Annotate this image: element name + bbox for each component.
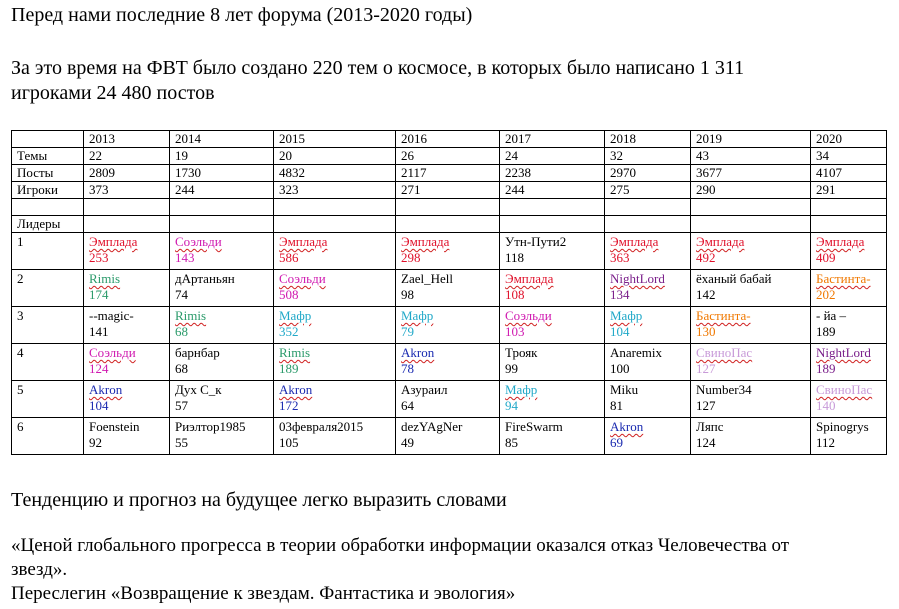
- leader-count: 104: [610, 324, 630, 339]
- year-header-cell: 2019: [691, 131, 811, 148]
- leader-count: 69: [610, 435, 623, 450]
- stats-row: [12, 148, 887, 165]
- stats-row-label: Посты: [12, 165, 84, 182]
- stats-value-cell: 26: [396, 148, 500, 165]
- leader-name: Эмплада: [401, 234, 450, 249]
- leader-name: Rimis: [175, 308, 207, 323]
- stats-value-cell: 32: [605, 148, 691, 165]
- leader-name: Трояк: [505, 345, 538, 360]
- leader-count: 92: [89, 435, 102, 450]
- leader-cell: [500, 270, 605, 307]
- leader-count: 108: [505, 287, 525, 302]
- leader-cell: [691, 381, 811, 418]
- empty-cell: [691, 199, 811, 216]
- leader-count: 253: [89, 250, 109, 265]
- stats-value-cell: 290: [691, 182, 811, 199]
- stats-value-cell: 1730: [170, 165, 274, 182]
- leader-name: Anaremix: [610, 345, 662, 360]
- leader-rank: 5: [12, 381, 84, 418]
- leader-name: ёханый бабай: [696, 271, 772, 286]
- leader-count: 124: [89, 361, 109, 376]
- leader-cell: [691, 233, 811, 270]
- leader-rank: 6: [12, 418, 84, 455]
- leader-name: барнбар: [175, 345, 220, 360]
- leader-count: 68: [175, 324, 188, 339]
- leader-count: 172: [279, 398, 299, 413]
- leader-cell: [170, 418, 274, 455]
- empty-cell: [170, 199, 274, 216]
- leader-count: 85: [505, 435, 518, 450]
- year-header-cell: 2020: [811, 131, 887, 148]
- leader-cell: [605, 307, 691, 344]
- year-header-cell: 2014: [170, 131, 274, 148]
- leader-name: Дух С_к: [175, 382, 222, 397]
- leader-cell: [500, 381, 605, 418]
- leader-name: дАртаньян: [175, 271, 235, 286]
- leader-count: 363: [610, 250, 630, 265]
- leader-cell: [691, 307, 811, 344]
- leader-name: NightLord: [610, 271, 665, 286]
- leader-rank: 2: [12, 270, 84, 307]
- leader-count: 112: [816, 435, 836, 450]
- leader-rank: 3: [12, 307, 84, 344]
- stats-row: [12, 165, 887, 182]
- stats-value-cell: 34: [811, 148, 887, 165]
- leader-name: Akron: [610, 419, 644, 434]
- leader-cell: [500, 233, 605, 270]
- leader-count: 492: [696, 250, 716, 265]
- leader-name: Соэльди: [89, 345, 136, 360]
- leader-cell: [811, 270, 887, 307]
- leader-count: 57: [175, 398, 188, 413]
- table-header-row: [12, 131, 887, 148]
- leader-count: 586: [279, 250, 299, 265]
- leader-cell: [605, 381, 691, 418]
- leader-count: 81: [610, 398, 623, 413]
- year-header-cell: 2015: [274, 131, 396, 148]
- leader-cell: [274, 233, 396, 270]
- leader-cell: [811, 307, 887, 344]
- leader-cell: [84, 233, 170, 270]
- intro-line-2: игроками 24 480 постов: [11, 82, 215, 104]
- leader-name: Эмплада: [816, 234, 865, 249]
- empty-cell: [396, 199, 500, 216]
- leader-name: Ляпс: [696, 419, 724, 434]
- leader-name: FireSwarm: [505, 419, 563, 434]
- leader-count: 49: [401, 435, 414, 450]
- stats-value-cell: 3677: [691, 165, 811, 182]
- leader-name: СвиноПас: [696, 345, 753, 360]
- leader-count: 124: [696, 435, 716, 450]
- leader-cell: [84, 418, 170, 455]
- empty-cell: [500, 216, 605, 233]
- empty-cell: [84, 199, 170, 216]
- leader-name: Эмплада: [89, 234, 138, 249]
- leader-cell: [170, 270, 274, 307]
- table-corner-cell: [12, 131, 84, 148]
- leader-cell: [170, 307, 274, 344]
- leader-count: 142: [696, 287, 716, 302]
- leader-count: 105: [279, 435, 299, 450]
- quote-line-1: «Ценой глобального прогресса в теории обработки информации оказался отказ Человечества от: [11, 535, 790, 556]
- stats-value-cell: 24: [500, 148, 605, 165]
- leader-name: Соэльди: [279, 271, 326, 286]
- leader-name: Miku: [610, 382, 639, 397]
- leader-cell: [170, 381, 274, 418]
- forum-stats-table: [11, 130, 887, 455]
- leader-count: 68: [175, 361, 188, 376]
- stats-value-cell: 275: [605, 182, 691, 199]
- leader-cell: [396, 381, 500, 418]
- stats-value-cell: 22: [84, 148, 170, 165]
- leader-name: Эмплада: [696, 234, 745, 249]
- leader-row: [12, 344, 887, 381]
- leader-cell: [691, 418, 811, 455]
- stats-value-cell: 2117: [396, 165, 500, 182]
- leader-count: 140: [816, 398, 836, 413]
- leader-cell: [170, 233, 274, 270]
- leader-name: Эмплада: [610, 234, 659, 249]
- leader-name: Мафр: [505, 382, 538, 397]
- leader-count: 143: [175, 250, 195, 265]
- leader-cell: [605, 344, 691, 381]
- leader-cell: [84, 381, 170, 418]
- leader-name: Утн-Пути2: [505, 234, 567, 249]
- leader-cell: [500, 307, 605, 344]
- leader-name: Spinogrys: [816, 419, 869, 434]
- stats-value-cell: 2809: [84, 165, 170, 182]
- leader-count: 100: [610, 361, 630, 376]
- empty-cell: [170, 216, 274, 233]
- leader-cell: [811, 418, 887, 455]
- leader-name: Number34: [696, 382, 752, 397]
- leader-cell: [605, 270, 691, 307]
- leader-name: Rimis: [279, 345, 311, 360]
- leader-count: 103: [505, 324, 525, 339]
- leader-name: Бастинта-: [816, 271, 871, 286]
- leader-name: Akron: [401, 345, 435, 360]
- empty-cell: [811, 216, 887, 233]
- leader-count: 99: [505, 361, 518, 376]
- leader-name: Риэлтор1985: [175, 419, 246, 434]
- leader-name: Соэльди: [175, 234, 222, 249]
- leader-name: Эмплада: [505, 271, 554, 286]
- leader-name: Zael_Hell: [401, 271, 453, 286]
- stats-row: [12, 182, 887, 199]
- year-header-cell: 2018: [605, 131, 691, 148]
- stats-value-cell: 20: [274, 148, 396, 165]
- stats-value-cell: 291: [811, 182, 887, 199]
- leader-name: Akron: [279, 382, 313, 397]
- leader-name: Foenstein: [89, 419, 140, 434]
- empty-cell: [396, 216, 500, 233]
- empty-cell: [500, 199, 605, 216]
- leader-cell: [274, 418, 396, 455]
- empty-cell: [605, 199, 691, 216]
- stats-value-cell: 2970: [605, 165, 691, 182]
- leader-name: Азураил: [401, 382, 448, 397]
- stats-row-label: Игроки: [12, 182, 84, 199]
- leader-cell: [500, 344, 605, 381]
- leader-name: Бастинта-: [696, 308, 751, 323]
- leader-count: 79: [401, 324, 414, 339]
- leader-name: Akron: [89, 382, 123, 397]
- leader-cell: [396, 270, 500, 307]
- leader-name: 03февраля2015: [279, 419, 364, 434]
- leader-cell: [274, 344, 396, 381]
- leader-name: --magic-: [89, 308, 134, 323]
- leader-row: [12, 381, 887, 418]
- year-header-cell: 2017: [500, 131, 605, 148]
- year-header-cell: 2013: [84, 131, 170, 148]
- leader-cell: [396, 418, 500, 455]
- leader-cell: [500, 418, 605, 455]
- quote-line-2: звезд».: [11, 559, 68, 580]
- leader-cell: [396, 233, 500, 270]
- leader-name: Мафр: [279, 308, 312, 323]
- stats-value-cell: 323: [274, 182, 396, 199]
- leader-count: 202: [816, 287, 836, 302]
- leader-cell: [84, 270, 170, 307]
- leader-cell: [691, 270, 811, 307]
- leader-cell: [811, 344, 887, 381]
- leader-cell: [811, 381, 887, 418]
- stats-value-cell: 43: [691, 148, 811, 165]
- leader-cell: [396, 307, 500, 344]
- leader-cell: [274, 381, 396, 418]
- leader-count: 189: [279, 361, 299, 376]
- empty-cell: [84, 216, 170, 233]
- empty-row: [12, 199, 887, 216]
- empty-cell: [274, 199, 396, 216]
- leader-count: 55: [175, 435, 188, 450]
- stats-value-cell: 2238: [500, 165, 605, 182]
- leader-name: Мафр: [401, 308, 434, 323]
- leader-count: 298: [401, 250, 421, 265]
- leader-name: Мафр: [610, 308, 643, 323]
- leaders-label-row: [12, 216, 887, 233]
- leader-row: [12, 307, 887, 344]
- leader-cell: [605, 233, 691, 270]
- stats-value-cell: 271: [396, 182, 500, 199]
- leader-name: СвиноПас: [816, 382, 873, 397]
- leader-name: NightLord: [816, 345, 871, 360]
- stats-value-cell: 373: [84, 182, 170, 199]
- leader-count: 94: [505, 398, 518, 413]
- stats-value-cell: 4832: [274, 165, 396, 182]
- leader-count: 127: [696, 398, 716, 413]
- leader-name: dezYAgNer: [401, 419, 463, 434]
- leader-count: 141: [89, 324, 109, 339]
- leader-count: 74: [175, 287, 188, 302]
- trend-heading: Тенденцию и прогноз на будущее легко выразить словами: [11, 489, 507, 511]
- leader-count: 409: [816, 250, 836, 265]
- leader-count: 64: [401, 398, 414, 413]
- leader-name: Соэльди: [505, 308, 552, 323]
- leader-rank: 4: [12, 344, 84, 381]
- leader-rank: 1: [12, 233, 84, 270]
- leader-name: - йа –: [816, 308, 847, 323]
- stats-value-cell: 244: [500, 182, 605, 199]
- stats-row-label: Темы: [12, 148, 84, 165]
- leader-count: 189: [816, 324, 836, 339]
- leader-count: 508: [279, 287, 299, 302]
- leader-cell: [84, 307, 170, 344]
- empty-cell: [811, 199, 887, 216]
- empty-cell: [274, 216, 396, 233]
- leaders-label: Лидеры: [12, 216, 84, 233]
- empty-cell: [691, 216, 811, 233]
- leader-count: 118: [505, 250, 525, 265]
- stats-value-cell: 244: [170, 182, 274, 199]
- leader-count: 130: [696, 324, 716, 339]
- leader-count: 127: [696, 361, 716, 376]
- stats-value-cell: 19: [170, 148, 274, 165]
- leader-count: 189: [816, 361, 836, 376]
- leader-count: 78: [401, 361, 414, 376]
- stats-value-cell: 4107: [811, 165, 887, 182]
- leader-row: [12, 418, 887, 455]
- leader-row: [12, 233, 887, 270]
- leader-cell: [396, 344, 500, 381]
- year-header-cell: 2016: [396, 131, 500, 148]
- leader-count: 134: [610, 287, 630, 302]
- leader-count: 98: [401, 287, 414, 302]
- page-title: Перед нами последние 8 лет форума (2013-2020 годы): [11, 4, 473, 26]
- empty-cell: [605, 216, 691, 233]
- leader-cell: [811, 233, 887, 270]
- leader-name: Эмплада: [279, 234, 328, 249]
- leader-cell: [84, 344, 170, 381]
- quote-author: Переслегин «Возвращение к звездам. Фантастика и эвология»: [11, 583, 516, 604]
- leader-cell: [605, 418, 691, 455]
- leader-count: 352: [279, 324, 299, 339]
- leader-cell: [691, 344, 811, 381]
- leader-count: 104: [89, 398, 109, 413]
- leader-cell: [274, 270, 396, 307]
- intro-line-1: За это время на ФВТ было создано 220 тем о космосе, в которых было написано 1 311: [11, 57, 745, 79]
- leader-name: Rimis: [89, 271, 121, 286]
- leader-cell: [170, 344, 274, 381]
- leader-count: 174: [89, 287, 109, 302]
- leader-cell: [274, 307, 396, 344]
- empty-cell: [12, 199, 84, 216]
- leader-row: [12, 270, 887, 307]
